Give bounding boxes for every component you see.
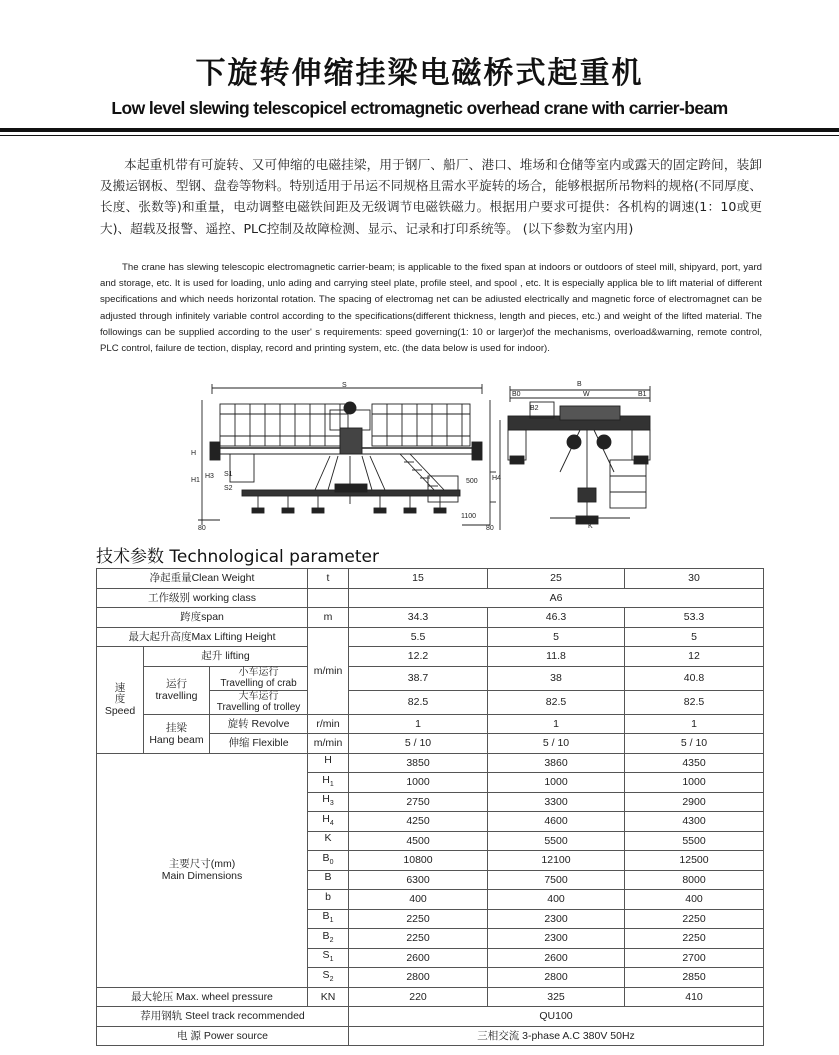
value-cell: 2850 <box>625 968 764 988</box>
parameter-table <box>96 568 764 1046</box>
value-cell: 410 <box>625 987 764 1007</box>
value-cell: 4500 <box>349 831 488 851</box>
value-cell: 1000 <box>625 773 764 793</box>
value-cell: 10800 <box>349 851 488 871</box>
section-heading: 技术参数 Technological parameter <box>96 547 379 567</box>
dimension-code-subscript: 1 <box>329 956 334 964</box>
value-cell: 30 <box>625 569 764 589</box>
dimension-code <box>308 948 349 968</box>
travelling-crab-cn: 小车运行 <box>238 667 279 678</box>
row-label: 跨度span <box>97 608 308 628</box>
value-cell: 7500 <box>488 870 625 890</box>
row-label: 旋转 Revolve <box>210 714 308 734</box>
value-cell: 2700 <box>625 948 764 968</box>
title-rule-thin <box>0 135 839 136</box>
value-cell: 82.5 <box>349 690 488 714</box>
value-cell: 2750 <box>349 792 488 812</box>
unit-cell: m/min <box>308 627 349 714</box>
value-cell: 1 <box>488 714 625 734</box>
table-row <box>97 753 764 773</box>
drawing-label-80-right: 80 <box>486 525 494 532</box>
value-cell: 34.3 <box>349 608 488 628</box>
value-cell: 4600 <box>488 812 625 832</box>
dimension-code-subscript: 2 <box>329 936 334 944</box>
value-cell: 2800 <box>349 968 488 988</box>
value-cell: 46.3 <box>488 608 625 628</box>
row-label: 最大轮压 Max. wheel pressure <box>97 987 308 1007</box>
hang-beam-label <box>144 714 210 753</box>
dimension-code-letter: S <box>322 968 330 981</box>
travelling-label-cn: 运行 <box>166 678 187 690</box>
table-row <box>97 714 764 734</box>
value-cell: 325 <box>488 987 625 1007</box>
value-cell: 2250 <box>349 929 488 949</box>
dimension-code-letter: H <box>324 754 332 767</box>
description-cn <box>100 154 762 239</box>
value-cell: 40.8 <box>625 666 764 690</box>
table-row <box>97 1026 764 1046</box>
speed-group-label <box>97 647 144 754</box>
dimension-code <box>308 812 349 832</box>
dimension-code <box>308 773 349 793</box>
drawing-label-W: W <box>583 391 590 398</box>
value-cell: 5.5 <box>349 627 488 647</box>
value-cell: 12 <box>625 647 764 667</box>
dimension-code-letter: B <box>322 910 330 923</box>
dimension-code <box>308 831 349 851</box>
dimension-code-letter: H <box>322 812 330 825</box>
description-en <box>100 260 762 357</box>
value-cell: 5 / 10 <box>349 734 488 754</box>
table-row <box>97 1007 764 1027</box>
value-cell: 2600 <box>349 948 488 968</box>
dimension-code <box>308 968 349 988</box>
value-cell: 2600 <box>488 948 625 968</box>
value-cell: 4300 <box>625 812 764 832</box>
value-cell: 3300 <box>488 792 625 812</box>
table-row <box>97 608 764 628</box>
travelling-label <box>144 666 210 714</box>
drawing-label-B2: B2 <box>530 405 539 412</box>
dimension-code <box>308 890 349 910</box>
dimension-code <box>308 792 349 812</box>
dimension-code-letter: H <box>322 773 330 786</box>
dimension-code-subscript: 1 <box>329 780 334 788</box>
value-cell: 25 <box>488 569 625 589</box>
value-cell: 400 <box>349 890 488 910</box>
value-cell: 12.2 <box>349 647 488 667</box>
dimension-code-letter: S <box>322 949 330 962</box>
value-cell: 82.5 <box>625 690 764 714</box>
dimension-code <box>308 851 349 871</box>
drawing-label-B1: B1 <box>638 391 647 398</box>
dimension-code-subscript: 1 <box>329 917 334 925</box>
value-cell: 2250 <box>625 929 764 949</box>
dimension-code-subscript: 2 <box>329 975 334 983</box>
drawing-label-S: S <box>342 382 347 389</box>
dimension-code <box>308 753 349 773</box>
end-view-drawing <box>500 386 650 530</box>
value-cell: 220 <box>349 987 488 1007</box>
drawing-label-B0: B0 <box>512 391 521 398</box>
value-cell: 12100 <box>488 851 625 871</box>
row-label: 净起重量Clean Weight <box>97 569 308 589</box>
drawing-label-K: K <box>588 523 593 530</box>
value-cell: 5 <box>625 627 764 647</box>
value-cell: 2800 <box>488 968 625 988</box>
unit-cell: KN <box>308 987 349 1007</box>
value-cell: 53.3 <box>625 608 764 628</box>
table-row <box>97 666 764 690</box>
drawing-label-H3: H3 <box>205 473 214 480</box>
dimension-code-letter: B <box>322 851 330 864</box>
value-cell: 2900 <box>625 792 764 812</box>
dimension-code-letter: H <box>322 793 330 806</box>
value-cell: 1 <box>625 714 764 734</box>
row-label: 荐用钢轨 Steel track recommended <box>97 1007 349 1027</box>
drawing-label-1100: 1100 <box>461 513 477 520</box>
speed-label-en: Speed <box>104 704 136 717</box>
row-label <box>210 666 308 690</box>
value-cell: 2250 <box>625 909 764 929</box>
value-cell: 1 <box>349 714 488 734</box>
value-cell: 1000 <box>349 773 488 793</box>
main-dimensions-cn: 主要尺寸(mm) <box>168 858 236 870</box>
dimension-code-subscript: 3 <box>329 800 334 808</box>
row-label: 最大起升高度Max Lifting Height <box>97 627 308 647</box>
dimension-code <box>308 870 349 890</box>
value-cell: 5 / 10 <box>625 734 764 754</box>
drawing-label-H1: H1 <box>191 477 200 484</box>
row-label: 伸缩 Flexible <box>210 734 308 754</box>
value-cell: 4350 <box>625 753 764 773</box>
drawing-label-S1: S1 <box>224 471 233 478</box>
drawing-label-S2: S2 <box>224 485 233 492</box>
value-cell: 1000 <box>488 773 625 793</box>
table-row <box>97 647 764 667</box>
value-cell: 6300 <box>349 870 488 890</box>
value-cell: 5 / 10 <box>488 734 625 754</box>
dimensions-body <box>97 753 764 987</box>
value-cell: 3850 <box>349 753 488 773</box>
value-cell: 38.7 <box>349 666 488 690</box>
value-cell: 400 <box>488 890 625 910</box>
unit-cell <box>308 588 349 608</box>
dimension-code-letter: b <box>325 890 331 903</box>
value-cell: 11.8 <box>488 647 625 667</box>
row-label: 起升 lifting <box>144 647 308 667</box>
value-cell: QU100 <box>349 1007 764 1027</box>
unit-cell: t <box>308 569 349 589</box>
unit-cell: m <box>308 608 349 628</box>
travelling-label-en: travelling <box>155 690 198 702</box>
value-cell: 2300 <box>488 929 625 949</box>
dimension-code-subscript: 0 <box>329 858 334 866</box>
row-label: 工作级别 working class <box>97 588 308 608</box>
table-row <box>97 569 764 589</box>
value-cell: 三相交流 3-phase A.C 380V 50Hz <box>349 1026 764 1046</box>
value-cell: A6 <box>349 588 764 608</box>
side-view-drawing <box>198 384 496 525</box>
value-cell: 5500 <box>488 831 625 851</box>
dimension-code <box>308 929 349 949</box>
hang-beam-cn: 挂梁 <box>166 721 187 734</box>
description-en-text: The crane has slewing telescopic electromagnetic carrier-beam; is applicable to the fixed span at indoors or outdoors of steel mill, shipyard, port, yard and storage, etc. It is used for loading, unlo ading and carrying steel plate, profile steel, and spool , etc. It is especially applica ble to lift material of different specifications and which needs horizontal rotation. The spacing of electromag net can be adiusted electrically and magnetic force of electromagnet can be adjusted through infinitely variable control according to the specifications(different thickness, length and pieces, etc.) and weight of the lifted material. The followings can be supplied according to the user' s requirements: speed governing(1: 10 or larger)of the mechanisms, overload&warning, remote control, PLC control, failure de tection, display, record and printing system, etc. (the data below is used for indoor). <box>100 262 762 355</box>
description-cn-text: 本起重机带有可旋转、又可伸缩的电磁挂梁，用于钢厂、船厂、港口、堆场和仓储等室内或露天的固定跨间，装卸及搬运钢板、型钢、盘卷等物料。特别适用于吊运不同规格且需水平旋转的场合，能够根据所吊物料的规格(不同厚度、长度、张数等)和重量，电动调整电磁铁间距及无级调节电磁铁磁力。根据用户要求可提供：各机构的调速(1：10或更大)、超载及报警、遥控、PLC控制及故障检测、显示、记录和打印系统等。 (以下参数为室内用) <box>100 157 762 236</box>
page-title-en: Low level slewing telescopicel ectromagnetic overhead crane with carrier-beam <box>111 98 728 118</box>
drawing-label-H: H <box>191 450 197 457</box>
value-cell: 5500 <box>625 831 764 851</box>
page-title-cn: 下旋转伸缩挂梁电磁桥式起重机 <box>195 56 644 91</box>
dimension-code <box>308 909 349 929</box>
dimension-code-subscript: 4 <box>329 819 334 827</box>
drawing-label-80-left: 80 <box>198 525 206 532</box>
value-cell: 8000 <box>625 870 764 890</box>
drawing-label-H4: H4 <box>492 475 501 482</box>
dimension-code-letter: K <box>324 832 332 845</box>
dimension-code-letter: B <box>324 871 332 884</box>
value-cell: 5 <box>488 627 625 647</box>
travelling-trolley-cn: 大车运行 <box>238 691 279 702</box>
main-dimensions-label <box>97 753 308 987</box>
value-cell: 400 <box>625 890 764 910</box>
table-row <box>97 588 764 608</box>
value-cell: 38 <box>488 666 625 690</box>
value-cell: 15 <box>349 569 488 589</box>
drawing-label-500: 500 <box>466 478 478 485</box>
value-cell: 2250 <box>349 909 488 929</box>
table-row <box>97 987 764 1007</box>
value-cell: 12500 <box>625 851 764 871</box>
travelling-trolley-en: Travelling of trolley <box>216 702 301 713</box>
hang-beam-en: Hang beam <box>149 733 204 746</box>
value-cell: 82.5 <box>488 690 625 714</box>
table-row <box>97 627 764 647</box>
value-cell: 4250 <box>349 812 488 832</box>
dimension-code-letter: B <box>322 929 330 942</box>
row-label: 电 源 Power source <box>97 1026 349 1046</box>
crane-drawings <box>190 380 660 535</box>
speed-label-cn: 速 度 <box>114 681 126 705</box>
drawing-label-B: B <box>577 381 582 388</box>
side-view-labels <box>191 382 494 532</box>
value-cell: 3860 <box>488 753 625 773</box>
title-rule-thick <box>0 128 839 132</box>
main-dimensions-en: Main Dimensions <box>161 870 243 882</box>
travelling-crab-en: Travelling of crab <box>220 678 297 689</box>
row-label <box>210 690 308 714</box>
unit-cell: r/min <box>308 714 349 734</box>
unit-cell: m/min <box>308 734 349 754</box>
value-cell: 2300 <box>488 909 625 929</box>
